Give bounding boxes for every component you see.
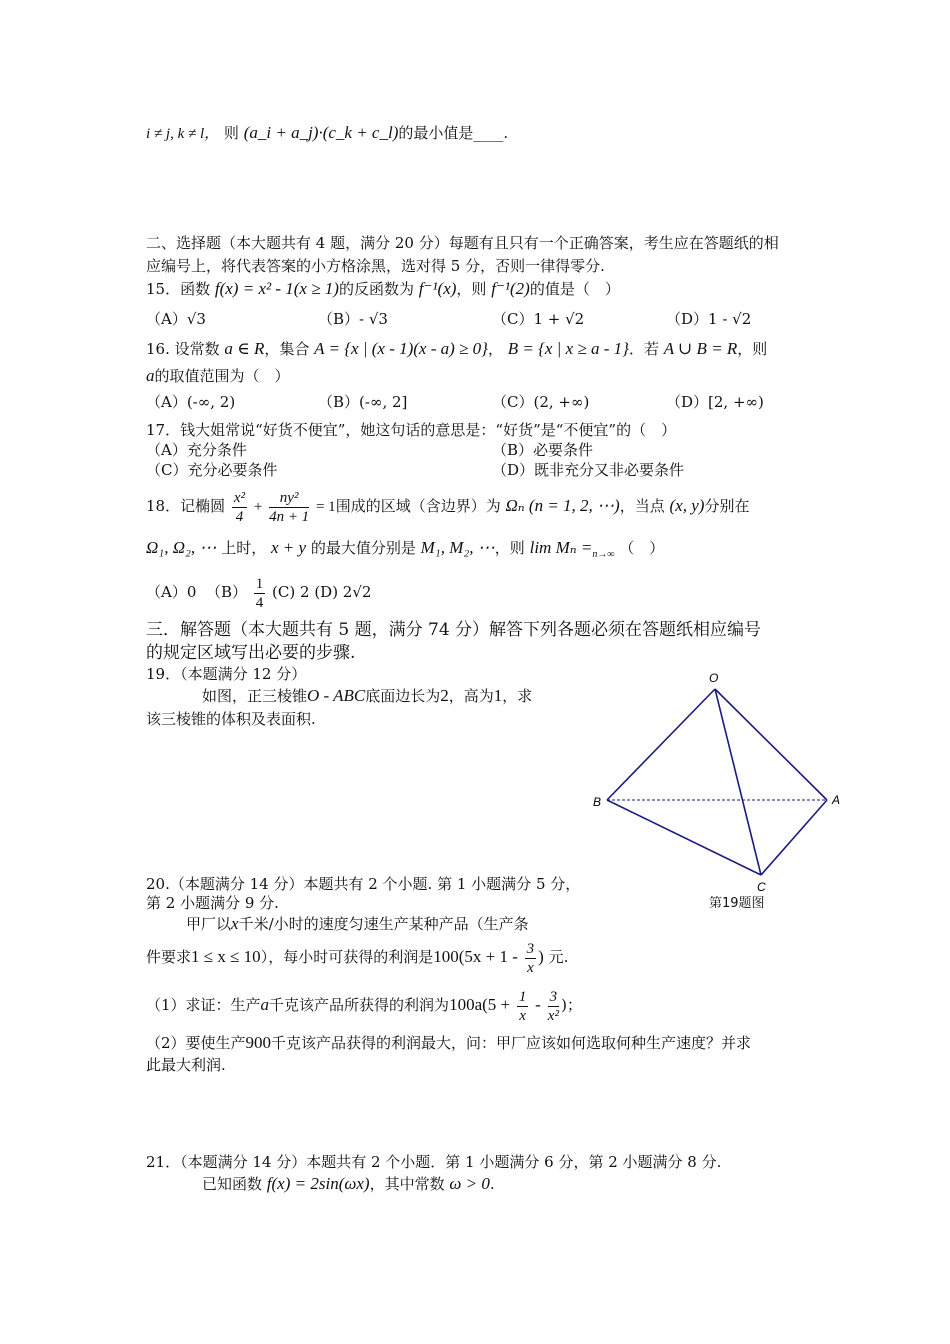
q18-option-b-den: 4 (255, 594, 264, 611)
q16-then: ，则 (737, 340, 768, 358)
q21-heading: 21．（本题满分 14 分）本题共有 2 个小题．第 1 小题满分 6 分，第 2 小题满分 8 分. (146, 1153, 722, 1171)
q20-part1-frac2-num: 3 (549, 988, 558, 1005)
q16-stem-line2 (146, 366, 290, 386)
q15-inverse: f⁻¹(x) (418, 279, 457, 298)
q17-option-b[interactable]: （B）必要条件 (492, 441, 594, 459)
q19-ask: ，求 (502, 687, 533, 705)
q18-point-text: ，当点 (619, 497, 665, 515)
q15-inverse-text: 的反函数为 (338, 280, 414, 298)
q21-stem (202, 1174, 495, 1194)
q20-part1-frac1 (517, 988, 529, 1025)
q18-prefix: 18．记椭圆 (146, 497, 226, 515)
q20-part2-line2: 此最大利润. (146, 1056, 226, 1074)
q15-question: 的值是（ ） (529, 280, 620, 298)
q15-option-a[interactable]: （A）√3 (146, 310, 206, 328)
q20-speed-text: 千米/小时的速度匀速生产某种产品（生产条 (238, 915, 529, 933)
q17-option-d[interactable]: （D）既非充分又非必要条件 (492, 461, 685, 479)
q20-cond-text: 件要求 (146, 948, 192, 966)
q20-stem-line2 (146, 934, 568, 980)
section2-instructions-line1: 二、选择题（本大题共有 4 题，满分 20 分）每题有且只有一个正确答案，考生应在答题纸的相 (146, 234, 779, 252)
q15-option-b[interactable]: （B）- √3 (318, 310, 388, 328)
q18-option-b[interactable]: （B） (205, 583, 247, 601)
q18-respectively: 分别在 (704, 497, 750, 515)
label-a: A (832, 793, 841, 807)
section3-instructions-line2: 的规定区域写出必要的步骤. (146, 643, 356, 663)
q20-stem-line1 (186, 914, 529, 934)
q15-function: f(x) = x² - 1(x ≥ 1) (214, 279, 339, 298)
q18-option-d[interactable]: (D) 2√2 (314, 583, 372, 601)
q16-question: 的取值范围为（ ） (154, 367, 290, 385)
edge-bc (607, 800, 761, 875)
q19-height-text: ，高为 (448, 687, 494, 705)
edge-ob (607, 689, 715, 800)
q18-limit-sub: n→∞ (592, 549, 615, 560)
q17-option-a[interactable]: （A）充分条件 (146, 441, 247, 459)
q21-end: . (489, 1175, 495, 1193)
q20-part2-text: 千克该产品获得的利润最大，问：甲厂应该如何选取何种生产速度？并求 (271, 1034, 752, 1052)
q20-profit-expr: 100(5x + 1 - (433, 947, 518, 966)
q19-stem-line2: 该三棱锥的体积及表面积. (146, 710, 316, 728)
q20-part1-frac2 (548, 988, 560, 1025)
q20-part1-a: a (260, 995, 270, 1014)
q20-unit: 元. (548, 948, 569, 966)
q16-prefix: 16. 设常数 (146, 340, 220, 358)
q20-profit-text: ），每小时可获得的利润是 (260, 948, 434, 966)
q21-prefix: 已知函数 (202, 1175, 263, 1193)
q19-figure-caption: 第19题图 (709, 896, 765, 911)
q21-function: f(x) = 2sin(ωx) (266, 1174, 370, 1193)
q18-question: （ ） (619, 539, 665, 557)
q19-height-value: 1 (493, 686, 503, 705)
label-c: C (757, 880, 766, 894)
q18-frac-y-num: ny² (269, 489, 309, 508)
q18-frac-y (269, 489, 309, 526)
q20-profit-close: ) (538, 947, 544, 966)
q15-value: f⁻¹(2) (491, 279, 530, 298)
q14-expression: (a_i + a_j)·(c_k + c_l) (243, 123, 399, 142)
q20-part1-frac2-den: x² (547, 1007, 559, 1024)
q16-option-c[interactable]: （C）(2, +∞) (492, 393, 590, 411)
q18-option-b-frac (254, 575, 266, 612)
q19-pyramid: O - ABC (307, 686, 366, 705)
edge-oc (715, 689, 761, 875)
q18-options (146, 570, 371, 614)
q20-heading-line2: 第 2 小题满分 9 分. (146, 894, 279, 912)
q20-heading-line1: 20.（本题满分 14 分）本题共有 2 个小题. 第 1 小题满分 5 分， (146, 875, 581, 893)
q16-stem-line1: 16. 设常数 a ∈ R，集合 A = {x | (x - 1)(x - a) ≥ 0}， B = {x | x ≥ a - 1}．若 A ∪ B = R，则 (146, 339, 768, 358)
q20-speed-var: x (231, 914, 239, 933)
section3-instructions-line1: 三．解答题（本大题共有 5 题，满分 74 分）解答下列各题必须在答题纸相应编号 (146, 620, 762, 640)
q18-frac-x (232, 489, 247, 526)
q19-edge-text: 底面边长为 (365, 687, 441, 705)
q20-profit-frac-den: x (527, 959, 534, 976)
q16-constant: a ∈ R (224, 339, 265, 358)
q15-prefix: 15．函数 (146, 280, 211, 298)
q18-frac-y-den: 4n + 1 (269, 508, 310, 525)
q18-option-c[interactable]: (C) 2 (272, 583, 310, 601)
q18-option-b-num: 1 (255, 575, 264, 592)
q16-option-b[interactable]: （B）(-∞, 2] (318, 393, 408, 411)
q20-prefix: 甲厂以 (186, 915, 232, 933)
q16-set-a: A = {x | (x - 1)(x - a) ≥ 0} (314, 339, 488, 358)
label-b: B (593, 795, 602, 809)
q15-option-c[interactable]: （C）1 + √2 (492, 310, 585, 328)
q18-option-a[interactable]: （A）0 (146, 583, 197, 601)
q19-heading: 19．（本题满分 12 分） (146, 665, 307, 683)
q19-edge-value: 2 (440, 686, 449, 705)
q20-profit-frac-num: 3 (526, 940, 535, 957)
q20-part1-frac1-num: 1 (518, 988, 527, 1005)
q20-part2-prefix: （2）要使生产 (146, 1034, 246, 1052)
q20-profit-frac (525, 940, 537, 977)
q20-part1-end: )； (561, 996, 582, 1014)
q18-maxima: M₁, M₂, ⋯ (420, 538, 495, 557)
q16-option-a[interactable]: （A）(-∞, 2) (146, 393, 236, 411)
q17-option-c[interactable]: （C）充分必要条件 (146, 461, 278, 479)
q18-plus: + (253, 499, 263, 515)
q16-set-text: ，集合 (264, 340, 310, 358)
q18-equals: = 1 (315, 499, 336, 515)
q16-union: A ∪ B = R (663, 339, 738, 358)
q20-part1-prefix: （1）求证：生产 (146, 996, 261, 1014)
q18-on-text: 上时， (221, 539, 267, 557)
q20-part1 (146, 982, 582, 1028)
q14-condition: i ≠ j, k ≠ l， (146, 126, 220, 142)
edge-oa (715, 689, 827, 800)
q20-part1-minus: - (535, 995, 541, 1014)
q18-frac-x-num: x² (233, 489, 246, 506)
q16-a: a (146, 366, 155, 385)
section2-instructions-line2: 应编号上，将代表答案的小方格涂黑，选对得 5 分，否则一律得零分. (146, 257, 605, 275)
q18-limit: lim Mₙ = (529, 538, 593, 557)
q18-omegas: Ω₁, Ω₂, ⋯ (146, 538, 217, 557)
q16-set-b: B = {x | x ≥ a - 1} (507, 339, 629, 358)
q18-max-text: 的最大值分别是 (310, 539, 416, 557)
q18-point: (x, y) (669, 496, 705, 515)
q19-stem-line1 (202, 686, 532, 706)
q18-sum: x + y (271, 538, 307, 557)
q18-region-text: 围成的区域（含边界）为 (335, 497, 501, 515)
q16-if: ．若 (628, 340, 659, 358)
q21-const-text: ，其中常数 (369, 1175, 445, 1193)
q15-option-d[interactable]: （D）1 - √2 (666, 310, 752, 328)
q20-part1-expr: 100a(5 + (449, 995, 511, 1014)
q14-tail-line (146, 123, 508, 144)
q20-part1-text: 千克该产品所获得的利润为 (269, 996, 450, 1014)
q20-condition: 1 ≤ x ≤ 10 (191, 947, 261, 966)
q18-stem-line1 (146, 484, 749, 529)
q18-frac-x-den: 4 (235, 508, 244, 525)
q20-part2-amount: 900 (245, 1033, 272, 1052)
q19-pyramid-figure (585, 665, 855, 925)
q18-stem-line2 (146, 538, 664, 565)
q15-then: ，则 (456, 280, 487, 298)
q18-omega: Ωₙ (n = 1, 2, ⋯) (505, 496, 620, 515)
q14-then: 则 (223, 124, 239, 142)
q16-option-d[interactable]: （D）[2, +∞) (666, 393, 764, 411)
label-o: O (709, 671, 719, 685)
q21-condition: ω > 0 (449, 1174, 490, 1193)
q19-prefix: 如图，正三棱锥 (202, 687, 308, 705)
q15-stem (146, 279, 620, 299)
q17-stem: 17．钱大姐常说“好货不便宜”，她这句话的意思是：“好货”是“不便宜”的（ ） (146, 421, 677, 439)
q14-question: 的最小值是____. (398, 124, 509, 142)
edge-ac (761, 800, 827, 875)
q20-part2-line1 (146, 1033, 751, 1053)
q20-part1-frac1-den: x (519, 1007, 526, 1024)
q18-then: ，则 (494, 539, 525, 557)
